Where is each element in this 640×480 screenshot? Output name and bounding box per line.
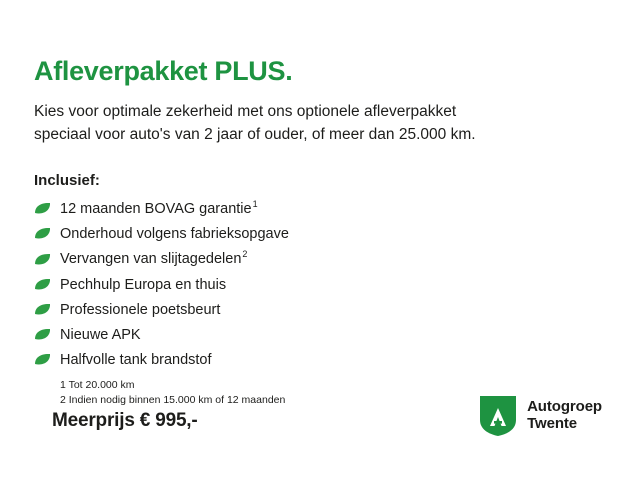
leaf-icon xyxy=(34,353,51,366)
footnote-2: 2 Indien nodig binnen 15.000 km of 12 maanden xyxy=(60,393,286,406)
benefit-label: Vervangen van slijtagedelen$^2$ xyxy=(60,249,248,268)
benefit-label: Nieuwe APK xyxy=(60,326,141,343)
intro-paragraph xyxy=(34,101,554,146)
leaf-icon xyxy=(34,202,51,215)
included-heading: Inclusief: xyxy=(34,171,100,189)
leaf-icon xyxy=(34,253,51,266)
price-label: Meerprijs € 995,- xyxy=(52,410,198,431)
shield-icon xyxy=(478,394,518,438)
benefit-footnote-ref: 1 xyxy=(252,198,258,209)
list-item xyxy=(34,249,606,268)
benefit-label: Professionele poetsbeurt xyxy=(60,301,221,318)
benefit-label: Pechhulp Europa en thuis xyxy=(60,276,227,293)
list-item xyxy=(34,325,606,344)
autogroep-twente-logo xyxy=(478,394,602,438)
benefits-list xyxy=(34,199,606,370)
list-item xyxy=(34,275,606,294)
benefit-footnote-ref: 2 xyxy=(242,249,248,260)
intro-line-1: Kies voor optimale zekerheid met ons optionele afleverpakket xyxy=(34,103,457,121)
page-title: Afleverpakket PLUS. xyxy=(34,56,293,86)
leaf-icon xyxy=(34,278,51,291)
leaf-icon xyxy=(34,328,51,341)
list-item xyxy=(34,224,606,243)
logo-wordmark xyxy=(527,399,602,433)
logo-line-1: Autogroep xyxy=(527,398,602,416)
benefit-label: Onderhoud volgens fabrieksopgave xyxy=(60,226,289,243)
leaf-icon xyxy=(34,303,51,316)
leaf-icon xyxy=(34,227,51,240)
benefit-label: Halfvolle tank brandstof xyxy=(60,352,212,369)
list-item xyxy=(34,350,606,369)
benefit-label: 12 maanden BOVAG garantie$^1$ xyxy=(60,198,258,217)
logo-line-2: Twente xyxy=(527,415,578,432)
list-item xyxy=(34,199,606,218)
intro-line-2: speciaal voor auto's van 2 jaar of ouder, of meer dan 25.000 km. xyxy=(34,125,476,143)
footnote-1: 1 Tot 20.000 km xyxy=(60,378,135,391)
list-item xyxy=(34,300,606,319)
